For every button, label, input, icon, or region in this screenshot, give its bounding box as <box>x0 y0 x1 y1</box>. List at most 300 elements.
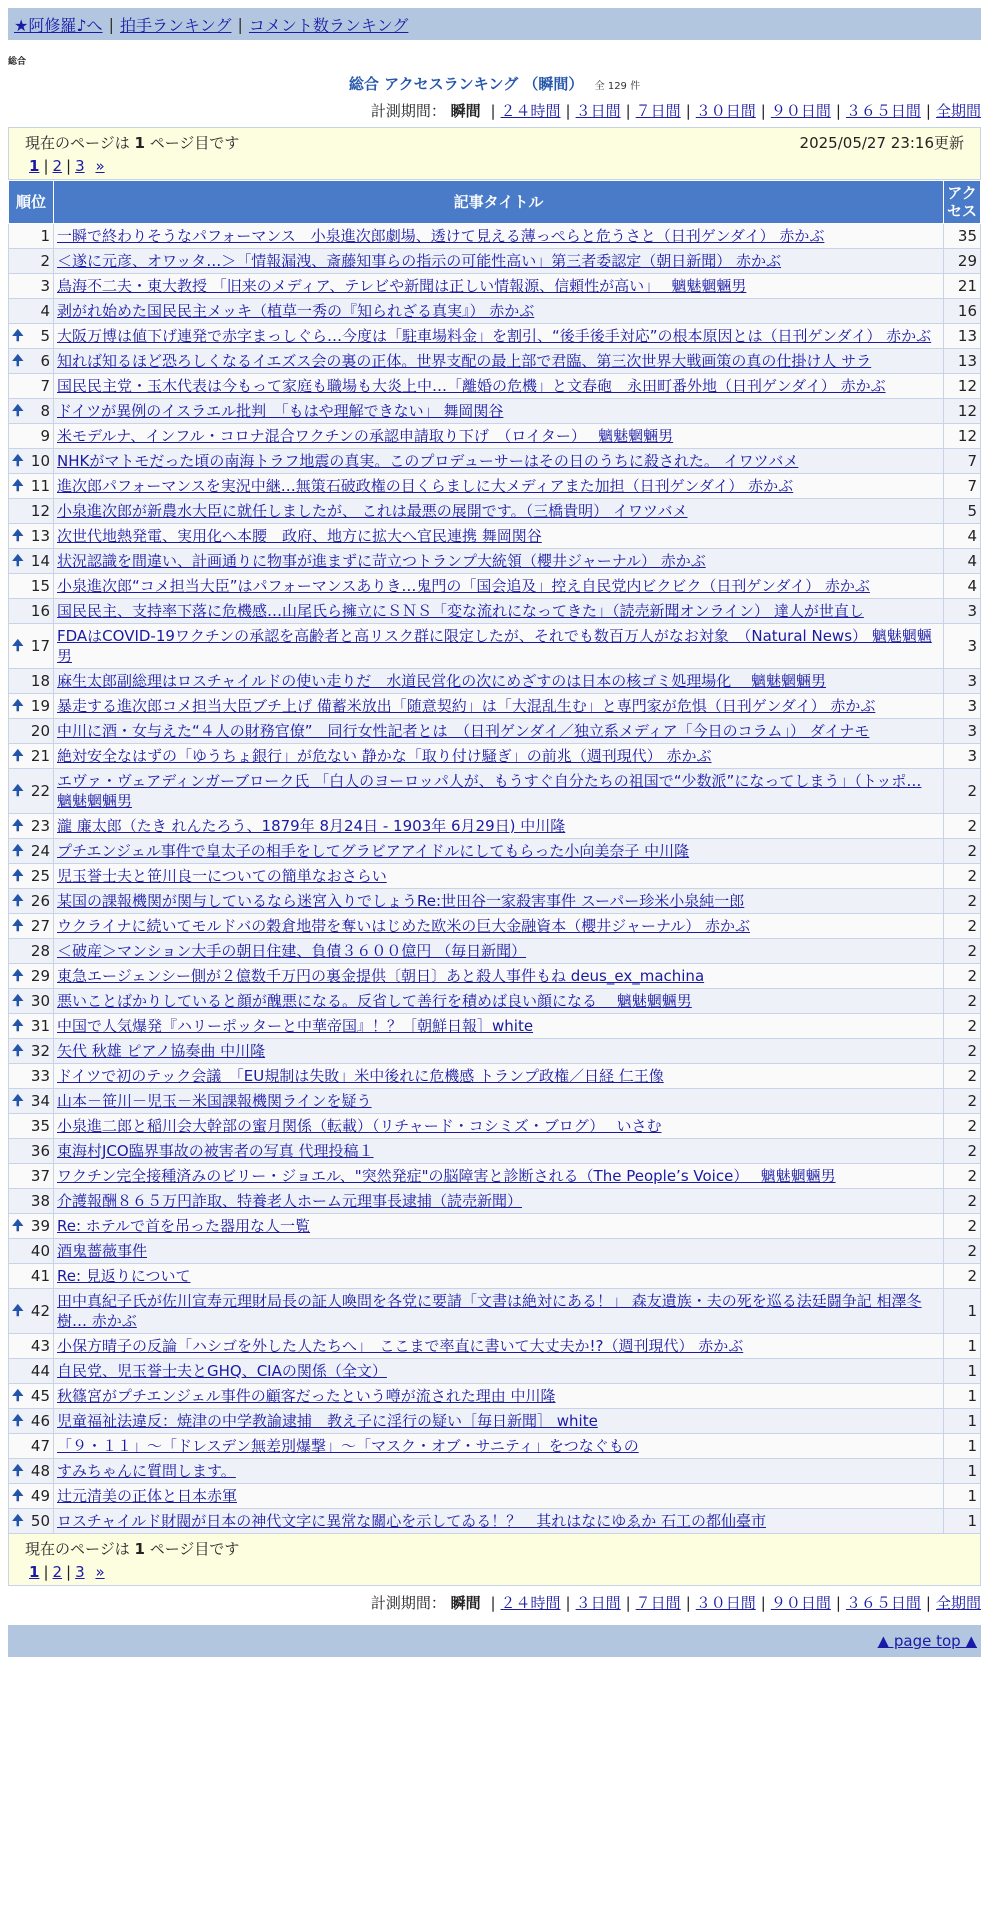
article-title-link[interactable]: 中国で人気爆発『ハリーポッターと中華帝国』！？［朝鮮日報］white <box>57 1017 534 1035</box>
article-title-link[interactable]: 知れば知るほど恐ろしくなるイエズス会の裏の正体。世界支配の最上部で君臨、第三次世界大戦画策の真の仕掛け人 サラ <box>57 352 872 370</box>
period-option-link[interactable]: ９０日間 <box>770 1594 831 1612</box>
article-title-link[interactable]: 小泉進次郎“コメ担当大臣”はパフォーマンスありき…鬼門の「国会追及」控え自民党内ビクビク（日刊ゲンダイ） 赤かぶ <box>57 577 870 595</box>
rank-cell <box>9 274 54 299</box>
table-row <box>9 1139 981 1164</box>
rank-number: 34 <box>30 1092 50 1110</box>
access-count: 3 <box>944 669 981 694</box>
access-count: 1 <box>944 1334 981 1359</box>
table-row <box>9 474 981 499</box>
page-link[interactable]: 3 <box>75 157 85 175</box>
period-links <box>485 102 981 120</box>
table-row <box>9 889 981 914</box>
page-info-top <box>8 127 981 180</box>
period-option-link[interactable]: ３日間 <box>575 102 621 120</box>
access-count: 1 <box>944 1359 981 1384</box>
title-cell <box>54 274 944 299</box>
rank-cell <box>9 1014 54 1039</box>
period-option-link[interactable]: ７日間 <box>635 102 681 120</box>
article-title-link[interactable]: 米モデルナ、インフル・コロナ混合ワクチンの承認申請取り下げ （ロイター） 魑魅魍魎男 <box>57 427 674 445</box>
table-row <box>9 694 981 719</box>
title-cell <box>54 1359 944 1384</box>
table-row <box>9 299 981 324</box>
page-link[interactable]: 2 <box>52 157 63 175</box>
table-row <box>9 1264 981 1289</box>
pagination <box>25 157 964 175</box>
rank-up-arrow-icon: 🠉 <box>12 1513 24 1529</box>
rank-number: 33 <box>30 1067 50 1085</box>
clap-ranking-link[interactable]: 拍手ランキング <box>119 15 232 35</box>
rank-cell <box>9 1064 54 1089</box>
rank-cell <box>9 474 54 499</box>
rank-cell <box>9 249 54 274</box>
title-cell <box>54 574 944 599</box>
access-count: 3 <box>944 744 981 769</box>
table-row <box>9 1039 981 1064</box>
nav-separator: | <box>108 14 114 34</box>
table-row <box>9 424 981 449</box>
page-link[interactable]: 2 <box>52 1563 63 1581</box>
rank-cell <box>9 1289 54 1334</box>
article-title-link[interactable]: 国民民主党・玉木代表は今もって家庭も職場も大炎上中…「離婚の危機」と文春砲 永田町番外地（日刊ゲンダイ） 赤かぶ <box>57 377 886 395</box>
rank-cell <box>9 669 54 694</box>
rank-number: 13 <box>30 527 50 545</box>
article-title-link[interactable]: 麻生太郎副総理はロスチャイルドの使い走りだ 水道民営化の次にめざすのは日本の核ゴミ処理場化 魑魅魍魎男 <box>57 672 827 690</box>
rank-cell <box>9 769 54 814</box>
table-row <box>9 399 981 424</box>
rank-up-arrow-icon: 🠉 <box>12 1218 24 1234</box>
table-row <box>9 839 981 864</box>
rank-number: 39 <box>30 1217 50 1235</box>
access-count: 1 <box>944 1509 981 1534</box>
article-title-link[interactable]: 一瞬で終わりそうなパフォーマンス 小泉進次郎劇場、透けて見える薄っぺらと危うさと（日刊ゲンダイ） 赤かぶ <box>57 227 825 245</box>
table-row <box>9 349 981 374</box>
period-separator: | <box>490 102 496 120</box>
page-title <box>8 73 981 94</box>
table-row <box>9 324 981 349</box>
access-count: 7 <box>944 449 981 474</box>
period-option-link[interactable]: ７日間 <box>635 1594 681 1612</box>
article-title-link[interactable]: Re: 見返りについて <box>57 1267 191 1285</box>
rank-cell <box>9 1459 54 1484</box>
rank-number: 4 <box>40 302 50 320</box>
rank-cell <box>9 299 54 324</box>
article-title-link[interactable]: 暴走する進次郎コメ担当大臣ブチ上げ 備蓄米放出「随意契約」は「大混乱生む」と専門家が危惧（日刊ゲンダイ） 赤かぶ <box>57 697 876 715</box>
table-row <box>9 524 981 549</box>
ranking-table-body <box>9 224 981 1534</box>
rank-number: 47 <box>30 1437 50 1455</box>
article-title-link[interactable]: 国民民主、支持率下落に危機感…山尾氏ら擁立にＳＮＳ「変な流れになってきた」（読売新聞オンライン） 達人が世直し <box>57 602 864 620</box>
article-title-link[interactable]: エヴァ・ヴェアディンガーブローク氏 「白人のヨーロッパ人が、もうすぐ自分たちの祖国で“少数派”になってしまう」（トッポ… 魑魅魍魎男 <box>57 772 922 810</box>
title-cell <box>54 1214 944 1239</box>
title-cell <box>54 719 944 744</box>
period-option-link[interactable]: ３０日間 <box>695 102 756 120</box>
rank-number: 25 <box>30 867 50 885</box>
title-cell <box>54 1264 944 1289</box>
article-title-link[interactable]: 田中真紀子氏が佐川宣寿元理財局長の証人喚問を各党に要請「文書は絶対にある！」 森友遺族・夫の死を巡る法廷闘争記 相澤冬樹… 赤かぶ <box>57 1292 922 1330</box>
article-title-link[interactable]: ＜破産＞マンション大手の朝日住建、負債３６００億円 （毎日新聞） <box>57 942 527 960</box>
article-title-link[interactable]: 中川に酒・女与えた“４人の財務官僚” 同行女性記者とは （日刊ゲンダイ／独立系メディア「今日のコラム」） ダイナモ <box>57 722 870 740</box>
access-count: 2 <box>944 1089 981 1114</box>
access-count: 16 <box>944 299 981 324</box>
rank-cell <box>9 1409 54 1434</box>
rank-cell <box>9 1334 54 1359</box>
title-cell <box>54 449 944 474</box>
article-title-link[interactable]: 小保方晴子の反論「ハシゴを外した人たちへ」 ここまで率直に書いて大丈夫か!?（週刊現代） 赤かぶ <box>57 1337 744 1355</box>
period-option-link[interactable]: ３０日間 <box>695 1594 756 1612</box>
rank-up-arrow-icon: 🠉 <box>12 868 24 884</box>
nav-separator: | <box>237 14 243 34</box>
rank-number: 37 <box>30 1167 50 1185</box>
table-row <box>9 1064 981 1089</box>
access-count: 2 <box>944 1264 981 1289</box>
rank-number: 28 <box>30 942 50 960</box>
table-row <box>9 249 981 274</box>
period-links <box>485 1594 981 1612</box>
comment-ranking-link[interactable]: コメント数ランキング <box>248 15 409 35</box>
table-row <box>9 769 981 814</box>
article-title-link[interactable]: 次世代地熱発電、実用化へ本腰 政府、地方に拡大へ官民連携 舞岡関谷 <box>57 527 542 545</box>
rank-number: 19 <box>30 697 50 715</box>
article-title-link[interactable]: プチエンジェル事件で皇太子の相手をしてグラビアアイドルにしてもらった小向美奈子 中川隆 <box>57 842 690 860</box>
rank-number: 36 <box>30 1142 50 1160</box>
title-cell <box>54 669 944 694</box>
table-row <box>9 1189 981 1214</box>
table-row <box>9 449 981 474</box>
title-cell <box>54 1239 944 1264</box>
article-title-link[interactable]: 山本－笹川－児玉－米国課報機関ラインを疑う <box>57 1092 372 1110</box>
rank-up-arrow-icon: 🠉 <box>12 1018 24 1034</box>
period-option-link[interactable]: ３日間 <box>575 1594 621 1612</box>
table-row <box>9 914 981 939</box>
top-nav-bar <box>8 8 981 40</box>
access-count: 2 <box>944 1164 981 1189</box>
table-row <box>9 599 981 624</box>
title-cell <box>54 1409 944 1434</box>
period-separator: | <box>565 1594 571 1612</box>
article-title-link[interactable]: 矢代 秋雄 ピアノ協奏曲 中川隆 <box>57 1042 266 1060</box>
article-title-link[interactable]: 小泉進次郎が新農水大臣に就任しましたが、 これは最悪の展開です。（三橋貴明） イワツバメ <box>57 502 688 520</box>
rank-up-arrow-icon: 🠉 <box>12 1463 24 1479</box>
access-count: 12 <box>944 399 981 424</box>
page-separator: | <box>43 1563 49 1581</box>
title-cell <box>54 624 944 669</box>
title-cell <box>54 1334 944 1359</box>
article-title-link[interactable]: 「９・１１」～「ドレスデン無差別爆撃」～「マスク・オブ・サニティ」をつなぐもの <box>57 1437 639 1455</box>
table-row <box>9 224 981 249</box>
table-row <box>9 744 981 769</box>
rank-cell <box>9 694 54 719</box>
rank-number: 1 <box>40 227 50 245</box>
table-row <box>9 274 981 299</box>
rank-cell <box>9 964 54 989</box>
article-title-link[interactable]: 自民党、児玉誉士夫とGHQ、CIAの関係（全文） <box>57 1362 387 1380</box>
table-row <box>9 1484 981 1509</box>
article-title-link[interactable]: 東急エージェンシー側が２億数千万円の裏金提供〔朝日〕あと殺人事件もね deus_ex_machina <box>57 967 705 985</box>
rank-number: 7 <box>40 377 50 395</box>
period-separator: | <box>925 102 931 120</box>
rank-up-arrow-icon: 🠉 <box>12 918 24 934</box>
period-current: 瞬間 <box>450 102 481 120</box>
title-cell <box>54 324 944 349</box>
access-count: 2 <box>944 1039 981 1064</box>
access-count: 3 <box>944 624 981 669</box>
period-option-link[interactable]: 全期間 <box>935 102 981 120</box>
access-count: 5 <box>944 499 981 524</box>
table-row <box>9 864 981 889</box>
article-title-link[interactable]: 某国の課報機関が関与しているなら迷宮入りでしょうRe:世田谷一家殺害事件 スーパー珍米小泉純一郎 <box>57 892 745 910</box>
title-cell <box>54 249 944 274</box>
title-cell <box>54 989 944 1014</box>
article-title-link[interactable]: Re: ホテルで首を吊った器用な人一覧 <box>57 1217 311 1235</box>
article-title-link[interactable]: 状況認識を間違い、計画通りに物事が進まずに苛立つトランプ大統領（櫻井ジャーナル） 赤かぶ <box>57 552 706 570</box>
rank-number: 8 <box>40 402 50 420</box>
period-option-link[interactable]: ３６５日間 <box>845 1594 921 1612</box>
access-count: 2 <box>944 769 981 814</box>
total-count: 全 129 件 <box>594 81 641 92</box>
rank-number: 32 <box>30 1042 50 1060</box>
table-row <box>9 574 981 599</box>
article-title-link[interactable]: 大阪万博は値下げ連発で赤字まっしぐら…今度は「駐車場料金」を割引、“後手後手対応”の根本原因とは（日刊ゲンダイ） 赤かぶ <box>57 327 932 345</box>
rank-cell <box>9 1214 54 1239</box>
rank-up-arrow-icon: 🠉 <box>12 968 24 984</box>
rank-cell <box>9 864 54 889</box>
article-title-link[interactable]: 剥がれ始めた国民民主メッキ（植草一秀の『知られざる真実』） 赤かぶ <box>57 302 535 320</box>
table-row <box>9 989 981 1014</box>
rank-up-arrow-icon: 🠉 <box>12 698 24 714</box>
title-cell <box>54 1114 944 1139</box>
rank-up-arrow-icon: 🠉 <box>12 1413 24 1429</box>
rank-cell <box>9 1089 54 1114</box>
rank-number: 42 <box>30 1302 50 1320</box>
period-current: 瞬間 <box>450 1594 481 1612</box>
rank-cell <box>9 424 54 449</box>
article-title-link[interactable]: 東海村JCO臨界事故の被害者の写真 代理投稿１ <box>57 1142 374 1160</box>
period-label: 計測期間： <box>370 102 446 120</box>
period-separator: | <box>760 102 766 120</box>
rank-number: 26 <box>30 892 50 910</box>
access-count: 2 <box>944 839 981 864</box>
current-page-text: 現在のページは 1 ページ目です <box>25 134 240 152</box>
rank-cell <box>9 574 54 599</box>
rank-cell <box>9 549 54 574</box>
rank-number: 3 <box>40 277 50 295</box>
article-title-link[interactable]: 介護報酬８６５万円詐取、特養老人ホーム元理事長逮捕（読売新聞） <box>57 1192 523 1210</box>
home-link[interactable]: ★阿修羅♪へ <box>14 15 103 35</box>
rank-cell <box>9 839 54 864</box>
table-row <box>9 549 981 574</box>
title-cell <box>54 599 944 624</box>
access-count: 1 <box>944 1459 981 1484</box>
period-separator: | <box>625 102 631 120</box>
period-option-link[interactable]: ２４時間 <box>500 102 561 120</box>
page-separator: | <box>43 157 49 175</box>
rank-number: 12 <box>30 502 50 520</box>
title-cell <box>54 769 944 814</box>
title-cell <box>54 1509 944 1534</box>
access-count: 2 <box>944 989 981 1014</box>
article-title-link[interactable]: 児玉誉士夫と笹川良一についての簡単なおさらい <box>57 867 387 885</box>
rank-number: 38 <box>30 1192 50 1210</box>
rank-number: 10 <box>30 452 50 470</box>
access-count: 4 <box>944 524 981 549</box>
access-count: 2 <box>944 1239 981 1264</box>
rank-cell <box>9 989 54 1014</box>
article-title-link[interactable]: 鳥海不二夫・東大教授 「旧来のメディア、テレビや新聞は正しい情報源、信頼性が高い」 魑魅魍魎男 <box>57 277 747 295</box>
access-count: 21 <box>944 274 981 299</box>
article-title-link[interactable]: 進次郎パフォーマンスを実況中継…無策石破政権の目くらましに大メディアまた加担（日刊ゲンダイ） 赤かぶ <box>57 477 794 495</box>
rank-cell <box>9 1484 54 1509</box>
rank-number: 11 <box>30 477 50 495</box>
access-count: 3 <box>944 694 981 719</box>
access-count: 2 <box>944 1189 981 1214</box>
rank-up-arrow-icon: 🠉 <box>12 893 24 909</box>
rank-cell <box>9 524 54 549</box>
access-count: 1 <box>944 1434 981 1459</box>
table-row <box>9 669 981 694</box>
rank-up-arrow-icon: 🠉 <box>12 478 24 494</box>
rank-number: 16 <box>30 602 50 620</box>
rank-cell <box>9 1264 54 1289</box>
article-title-link[interactable]: ウクライナに続いてモルドバの穀倉地帯を奪いはじめた欧米の巨大金融資本（櫻井ジャーナル） 赤かぶ <box>57 917 750 935</box>
rank-cell <box>9 1239 54 1264</box>
article-title-link[interactable]: 児童福祉法違反：焼津の中学教諭逮捕 教え子に淫行の疑い［毎日新聞］ white <box>57 1412 598 1430</box>
title-cell <box>54 1384 944 1409</box>
table-row <box>9 624 981 669</box>
rank-cell <box>9 744 54 769</box>
article-title-link[interactable]: 絶対安全なはずの「ゆうちょ銀行」が危ない 静かな「取り付け騒ぎ」の前兆（週刊現代） 赤かぶ <box>57 747 712 765</box>
title-cell <box>54 349 944 374</box>
updated-timestamp: 2025/05/27 23:16更新 <box>799 134 964 152</box>
page-link[interactable]: 1 <box>29 157 40 175</box>
rank-number: 20 <box>30 722 50 740</box>
rank-up-arrow-icon: 🠉 <box>12 328 24 344</box>
rank-up-arrow-icon: 🠉 <box>12 748 24 764</box>
page-top-link[interactable]: ▲ page top ▲ <box>877 1632 977 1650</box>
access-count: 2 <box>944 889 981 914</box>
title-cell <box>54 524 944 549</box>
page-link[interactable]: 1 <box>29 1563 40 1581</box>
rank-number: 50 <box>30 1512 50 1530</box>
article-title-link[interactable]: すみちゃんに質問します。 <box>57 1462 236 1480</box>
title-cell <box>54 864 944 889</box>
rank-cell <box>9 399 54 424</box>
article-title-link[interactable]: NHKがマトモだった頃の南海トラフ地震の真実。このプロデューサーはその日のうちに殺された。 イワツバメ <box>57 452 799 470</box>
period-option-link[interactable]: ９０日間 <box>770 102 831 120</box>
access-count: 2 <box>944 964 981 989</box>
rank-up-arrow-icon: 🠉 <box>12 553 24 569</box>
article-title-link[interactable]: 辻元清美の正体と日本赤軍 <box>57 1487 238 1505</box>
rank-cell <box>9 1139 54 1164</box>
access-count: 2 <box>944 1064 981 1089</box>
table-row <box>9 1089 981 1114</box>
title-cell <box>54 1039 944 1064</box>
rank-number: 18 <box>30 672 50 690</box>
period-selector-bottom <box>8 1592 981 1613</box>
next-page-link[interactable]: » <box>95 1563 105 1581</box>
rank-cell <box>9 719 54 744</box>
period-option-link[interactable]: ２４時間 <box>500 1594 561 1612</box>
rank-cell <box>9 939 54 964</box>
article-title-link[interactable]: 瀧 廉太郎（たき れんたろう、1879年 8月24日 - 1903年 6月29日) 中川隆 <box>57 817 566 835</box>
article-title-link[interactable]: 悪いことばかりしていると顔が醜悪になる。反省して善行を積めば良い顔になる 魑魅魍魎男 <box>57 992 692 1010</box>
rank-up-arrow-icon: 🠉 <box>12 1093 24 1109</box>
period-separator: | <box>490 1594 496 1612</box>
title-cell <box>54 1289 944 1334</box>
page-link[interactable]: 3 <box>75 1563 85 1581</box>
title-cell <box>54 964 944 989</box>
period-separator: | <box>685 102 691 120</box>
rank-number: 45 <box>30 1387 50 1405</box>
rank-cell <box>9 814 54 839</box>
rank-up-arrow-icon: 🠉 <box>12 1488 24 1504</box>
article-title-link[interactable]: 酒鬼薔薇事件 <box>57 1242 148 1260</box>
table-row <box>9 1289 981 1334</box>
title-cell <box>54 224 944 249</box>
access-count: 13 <box>944 349 981 374</box>
table-row <box>9 1359 981 1384</box>
rank-number: 41 <box>30 1267 50 1285</box>
page-title-text: 総合 アクセスランキング （瞬間） <box>348 75 584 93</box>
title-cell <box>54 374 944 399</box>
article-title-link[interactable]: 小泉進二郎と稲川会大幹部の蜜月関係（転載）（リチャード・コシミズ・ブログ） いさむ <box>57 1117 662 1135</box>
access-count: 7 <box>944 474 981 499</box>
rank-number: 43 <box>30 1337 50 1355</box>
rank-up-arrow-icon: 🠉 <box>12 403 24 419</box>
rank-cell <box>9 624 54 669</box>
article-title-link[interactable]: ドイツが異例のイスラエル批判 「もはや理解できない」 舞岡関谷 <box>57 402 504 420</box>
rank-up-arrow-icon: 🠉 <box>12 993 24 1009</box>
rank-number: 15 <box>30 577 50 595</box>
access-count: 29 <box>944 249 981 274</box>
period-separator: | <box>835 102 841 120</box>
rank-cell <box>9 889 54 914</box>
period-option-link[interactable]: ３６５日間 <box>845 102 921 120</box>
article-title-link[interactable]: ドイツで初のテック会議 「EU規制は失敗」米中後れに危機感 トランプ政権／日経 仁王像 <box>57 1067 664 1085</box>
period-option-link[interactable]: 全期間 <box>935 1594 981 1612</box>
header-rank: 順位 <box>9 181 54 224</box>
rank-cell <box>9 349 54 374</box>
section-tag: 総合 <box>8 57 27 67</box>
title-cell <box>54 839 944 864</box>
table-row <box>9 1014 981 1039</box>
rank-up-arrow-icon: 🠉 <box>12 843 24 859</box>
rank-up-arrow-icon: 🠉 <box>12 1303 24 1319</box>
title-cell <box>54 889 944 914</box>
next-page-link[interactable]: » <box>95 157 105 175</box>
title-cell <box>54 1459 944 1484</box>
table-row <box>9 1409 981 1434</box>
article-title-link[interactable]: ＜遂に元彦、オワッタ…＞「情報漏洩、斎藤知事らの指示の可能性高い」第三者委認定（朝日新聞） 赤かぶ <box>57 252 782 270</box>
rank-number: 24 <box>30 842 50 860</box>
table-row <box>9 939 981 964</box>
rank-number: 49 <box>30 1487 50 1505</box>
rank-cell <box>9 1384 54 1409</box>
article-title-link[interactable]: 秋篠宮がプチエンジェル事件の顧客だったという噂が流された理由 中川隆 <box>57 1387 556 1405</box>
period-separator: | <box>760 1594 766 1612</box>
rank-number: 35 <box>30 1117 50 1135</box>
current-page-text: 現在のページは 1 ページ目です <box>25 1540 240 1558</box>
rank-number: 22 <box>30 782 50 800</box>
article-title-link[interactable]: FDAはCOVID-19ワクチンの承認を高齢者と高リスク群に限定したが、それでも数百万人がなお対象 （Natural News） 魑魅魍魎男 <box>57 627 932 665</box>
article-title-link[interactable]: ロスチャイルド財閥が日本の神代文字に異常な關心を示してゐる！？ 其れはなにゆゑか 石工の都仙臺市 <box>57 1512 767 1530</box>
rank-up-arrow-icon: 🠉 <box>12 453 24 469</box>
period-separator: | <box>685 1594 691 1612</box>
article-title-link[interactable]: ワクチン完全接種済みのビリー・ジョエル、"突然発症"の脳障害と診断される（The People’s Voice） 魑魅魍魎男 <box>57 1167 836 1185</box>
rank-number: 29 <box>30 967 50 985</box>
rank-number: 23 <box>30 817 50 835</box>
title-cell <box>54 744 944 769</box>
rank-cell <box>9 1189 54 1214</box>
